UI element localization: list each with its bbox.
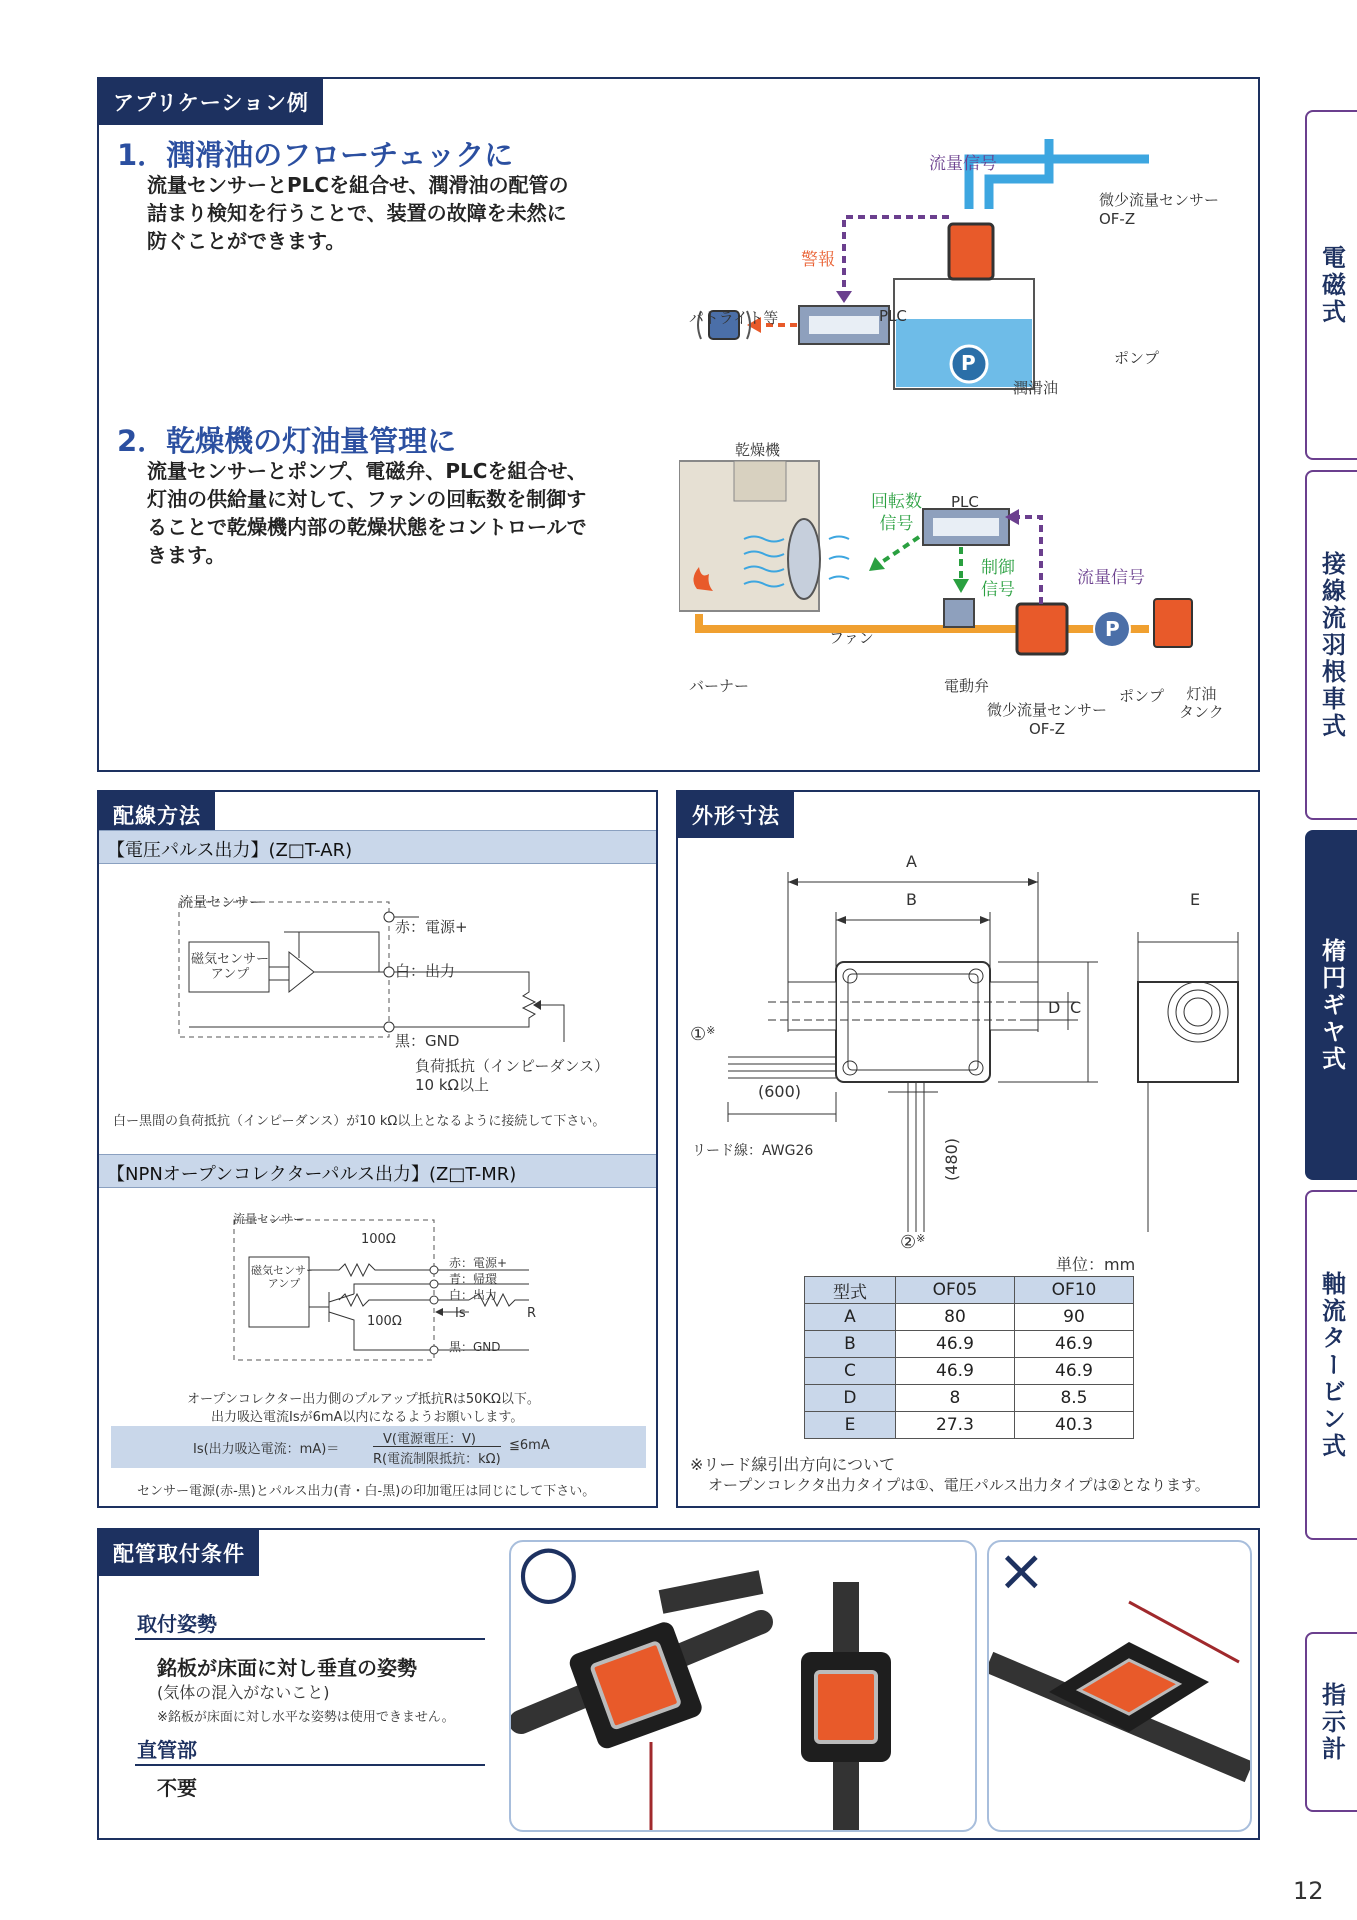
valve-icon [944, 599, 974, 627]
pipe-top [989, 139, 1049, 209]
case1-pump-label: ポンプ [1114, 349, 1160, 367]
flow-signal-line-2 [1014, 517, 1041, 604]
sec2-note1: オープンコレクター出力側のプルアップ抵抗Rは50KΩ以下。 [187, 1392, 540, 1407]
ok-mounting-box [509, 1540, 977, 1832]
npn-circuit [229, 1212, 569, 1372]
posture-sub: (気体の混入がないこと) [157, 1683, 330, 1702]
sec2-r100b-label: 100Ω [367, 1314, 402, 1329]
case1-heading: 1．潤滑油のフローチェックに [117, 138, 514, 172]
dim-d-label: D [1048, 998, 1061, 1017]
dim-b-label: B [906, 890, 917, 909]
flow-sensor-icon-2 [1017, 604, 1067, 654]
sec2-blue-label: 青：帰環 [449, 1272, 498, 1286]
sec1-note: 白ー黒間の負荷抵抗（インピーダンス）が10 kΩ以上となるように接続して下さい。 [113, 1114, 606, 1129]
table-row [805, 1412, 1134, 1439]
case2-rotation-label: 回転数 信号 [871, 492, 922, 534]
sec2-note2: 出力吸込電流Isが6mA以内になるようお願いします。 [211, 1410, 524, 1425]
table-cell: C [805, 1358, 896, 1385]
sec1-load-label: 負荷抵抗（インピーダンス） 10 kΩ以上 [415, 1057, 610, 1094]
dim-480-label: (480) [942, 1137, 962, 1182]
sec2-sensor-label: 流量センサー [233, 1212, 306, 1226]
tab-indicator[interactable]: 指示計 [1305, 1632, 1357, 1812]
straight-title: 直管部 [137, 1738, 197, 1762]
sec1-sensor-label: 流量センサー [179, 895, 263, 911]
sec2-red-label: 赤：電源+ [449, 1256, 508, 1270]
tab-oval-gear[interactable]: 楕円ギヤ式 [1305, 830, 1357, 1180]
case1-flow-signal-label: 流量信号 [929, 154, 997, 174]
table-cell: 46.9 [1014, 1331, 1133, 1358]
sec2-black-label: 黒：GND [449, 1340, 501, 1354]
dim-circle1-label: ①※ [690, 1024, 716, 1045]
case1-alarm-label: 警報 [801, 250, 835, 270]
table-header-of05: OF05 [895, 1277, 1014, 1304]
posture-title: 取付姿勢 [137, 1612, 217, 1636]
flow-sensor-icon [949, 224, 993, 279]
dryer-diagram [679, 439, 1239, 759]
formula-bar [373, 1446, 501, 1447]
sec2-white-label: 白：出力 [449, 1288, 498, 1302]
mounting-panel [97, 1528, 1260, 1840]
sec1-amp-label: 磁気センサー アンプ [191, 952, 270, 982]
case2-plc-label: PLC [951, 493, 979, 511]
case1-patlight-label: パトライト等 [689, 309, 779, 327]
table-cell: B [805, 1331, 896, 1358]
dim-note2: オープンコレクタ出力タイプは①、電圧パルス出力タイプは②となります。 [708, 1476, 1210, 1494]
table-header-of10: OF10 [1014, 1277, 1133, 1304]
ng-mark: × [997, 1540, 1046, 1604]
table-cell: 8 [895, 1385, 1014, 1412]
sec2-amp-label: 磁気センサー アンプ [251, 1264, 317, 1290]
table-row [805, 1358, 1134, 1385]
case1-p-label: P [961, 351, 976, 375]
application-panel [97, 77, 1260, 772]
table-cell: 46.9 [895, 1331, 1014, 1358]
dim-note1: ※リード線引出方向について [690, 1455, 896, 1474]
posture-note: ※銘板が床面に対し水平な姿勢は使用できません。 [157, 1710, 455, 1725]
case2-control-label: 制御 信号 [981, 558, 1015, 600]
wiring-sec2-title: 【NPNオープンコレクターパルス出力】(Z□T-MR) [99, 1154, 656, 1188]
rotation-signal-line [879, 537, 919, 564]
application-title: アプリケーション例 [99, 79, 323, 125]
formula-denominator: R(電流制限抵抗：kΩ) [373, 1452, 501, 1467]
wiring-sec1-title: 【電圧パルス出力】(Z□T-AR) [99, 830, 656, 864]
posture-text: 銘板が床面に対し垂直の姿勢 [157, 1656, 417, 1680]
table-row [805, 1385, 1134, 1412]
table-cell: 40.3 [1014, 1412, 1133, 1439]
case2-burner-label: バーナー [689, 677, 750, 695]
case2-pump-label: ポンプ [1119, 687, 1165, 705]
kerosene-pipe [699, 614, 1149, 629]
case1-oil-label: 潤滑油 [1013, 379, 1059, 397]
sensor-body-outline [836, 962, 990, 1082]
case1-text: 流量センサーとPLCを組合せ、潤滑油の配管の 詰まり検知を行うことで、装置の故障を未然に 防ぐことができます。 [147, 173, 569, 253]
dim-a-label: A [906, 852, 917, 871]
dim-circle2-label: ②※ [900, 1232, 926, 1253]
table-cell: 90 [1014, 1304, 1133, 1331]
dim-e-label: E [1190, 890, 1201, 909]
ng-mounting-box [987, 1540, 1252, 1832]
straight-underline [135, 1764, 485, 1766]
sec1-black-label: 黒：GND [395, 1032, 460, 1050]
formula-right: ≦6mA [509, 1438, 550, 1453]
table-cell: 8.5 [1014, 1385, 1133, 1412]
dimensions-title: 外形寸法 [678, 792, 794, 838]
case2-fan-label: ファン [829, 629, 874, 647]
case2-dryer-label: 乾燥機 [735, 441, 781, 459]
ok-mark: ○ [517, 1540, 580, 1612]
dim-lead-label: リード線：AWG26 [692, 1143, 814, 1159]
fan-icon [788, 519, 820, 599]
ng-mounting-illustration [989, 1542, 1252, 1832]
sec2-r100a-label: 100Ω [361, 1232, 396, 1247]
dim-unit-label: 単位：mm [1056, 1255, 1136, 1274]
mounting-title: 配管取付条件 [99, 1530, 259, 1576]
table-header-model: 型式 [805, 1277, 896, 1304]
dimension-table-header [805, 1277, 1134, 1304]
table-row [805, 1331, 1134, 1358]
tab-axial-turbine[interactable]: 軸流タービン式 [1305, 1190, 1357, 1540]
dimension-drawing [688, 852, 1248, 1272]
wiring-title: 配線方法 [99, 792, 215, 838]
formula-box [111, 1426, 646, 1468]
case2-tank-label: 灯油 タンク [1179, 685, 1224, 721]
table-cell: 27.3 [895, 1412, 1014, 1439]
page-number: 12 [1293, 1877, 1324, 1905]
table-row [805, 1304, 1134, 1331]
dim-600-label: (600) [758, 1082, 802, 1101]
table-cell: 46.9 [1014, 1358, 1133, 1385]
sec2-r-label: R [527, 1306, 537, 1321]
tab-tangential-impeller[interactable]: 接線流羽根車式 [1305, 470, 1357, 820]
formula-left: Is(出力吸込電流：mA)＝ [193, 1442, 340, 1457]
table-cell: E [805, 1412, 896, 1439]
tab-electromagnetic[interactable]: 電磁式 [1305, 110, 1357, 460]
case2-flow-signal-label: 流量信号 [1077, 568, 1145, 588]
case1-plc-label: PLC [879, 307, 907, 325]
dimension-table [804, 1276, 1134, 1439]
dimensions-panel [676, 790, 1260, 1508]
sec1-red-label: 赤：電源+ [395, 918, 468, 936]
tank-icon [1154, 599, 1192, 647]
case2-valve-label: 電動弁 [944, 677, 990, 695]
straight-text: 不要 [157, 1776, 197, 1800]
dim-c-label: C [1070, 998, 1082, 1017]
case2-p-label: P [1105, 617, 1120, 641]
sec1-white-label: 白：出力 [395, 962, 456, 980]
case2-sensor-label: 微少流量センサー OF-Z [987, 701, 1108, 738]
sec2-note3: センサー電源(赤-黒)とパルス出力(青・白-黒)の印加電圧は同じにして下さい。 [137, 1484, 596, 1499]
wiring-panel [97, 790, 658, 1508]
case1-sensor-label: 微少流量センサー OF-Z [1099, 191, 1220, 228]
posture-underline [135, 1638, 485, 1640]
table-cell: 46.9 [895, 1358, 1014, 1385]
case2-heading: 2．乾燥機の灯油量管理に [117, 424, 457, 458]
formula-numerator: V(電源電圧：V) [383, 1432, 476, 1447]
ok-mounting-illustration [511, 1542, 977, 1832]
table-cell: D [805, 1385, 896, 1412]
case2-text: 流量センサーとポンプ、電磁弁、PLCを組合せ、 灯油の供給量に対して、ファンの回転数を制御す ることで乾燥機内部の乾燥状態をコントロールで きます。 [147, 459, 587, 567]
sec2-is-label: Is [455, 1306, 466, 1321]
table-cell: A [805, 1304, 896, 1331]
table-cell: 80 [895, 1304, 1014, 1331]
